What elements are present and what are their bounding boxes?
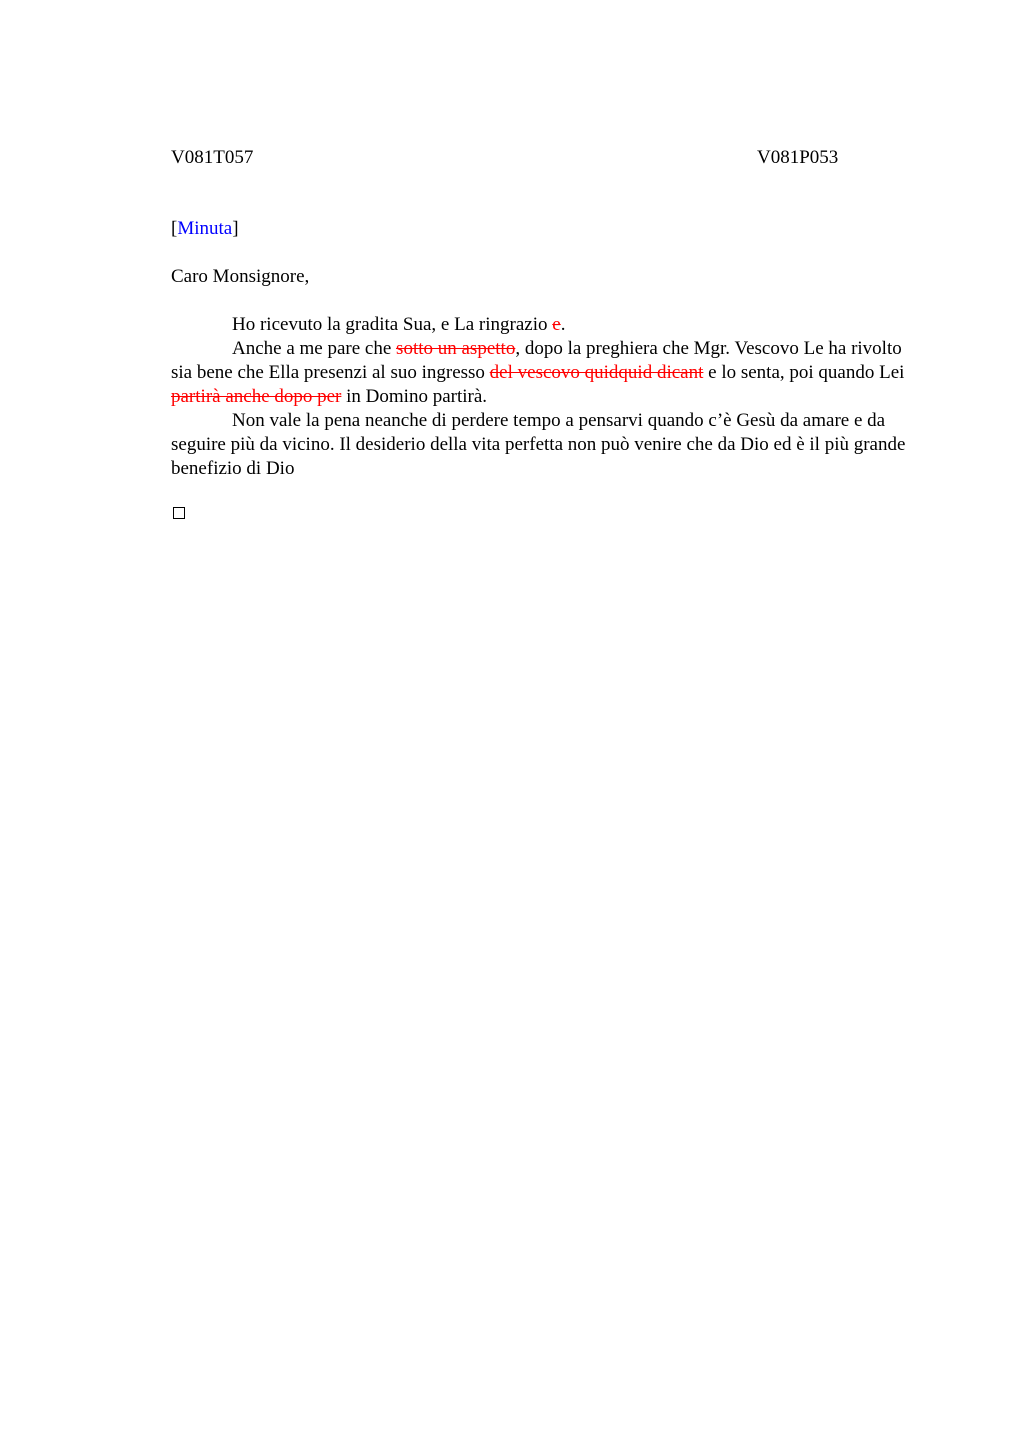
paragraph-3-text-1: Non vale la pena neanche di perdere tempo a pensarvi quando c’è Gesù da amare e da seguire più da vicino. Il desiderio della vita perfetta non può venire che da Dio ed è il più grande benefizio di Dio	[171, 410, 906, 479]
paragraph-2-deletion-3: partirà anche dopo per	[171, 386, 342, 407]
paragraph-1-deletion-1: e	[552, 314, 561, 335]
paragraph-3	[171, 409, 921, 481]
paragraph-2-text-2: , dopo la preghiera che Mgr. Vescovo Le ha rivolto sia bene che Ella presenzi al suo ingresso	[171, 338, 902, 383]
draft-label: Minuta	[177, 218, 233, 239]
note-open-bracket: [	[171, 218, 178, 239]
paragraph-2-deletion-1: sotto un aspetto	[396, 338, 516, 359]
draft-note	[171, 217, 921, 241]
paragraph-2-deletion-2: del vescovo quidquid dicant	[489, 362, 704, 383]
paragraph-2	[171, 337, 921, 409]
paragraph-2-text-1: Anche a me pare che	[232, 338, 397, 359]
paragraph-1-text-1: Ho ricevuto la gradita Sua, e La ringrazio	[232, 314, 553, 335]
document-code-left: V081T057	[171, 147, 254, 168]
paragraph-2-text-3: e lo senta, poi quando Lei	[703, 362, 905, 383]
paragraph-1-text-2: .	[560, 314, 566, 335]
letter-body	[171, 217, 921, 481]
paragraph-1	[171, 313, 921, 337]
paragraph-2-text-4: in Domino partirà.	[341, 386, 488, 407]
document-code-right: V081P053	[757, 147, 839, 168]
note-close-bracket: ]	[232, 218, 239, 239]
checkbox-icon	[173, 507, 185, 519]
salutation: Caro Monsignore,	[171, 266, 310, 287]
